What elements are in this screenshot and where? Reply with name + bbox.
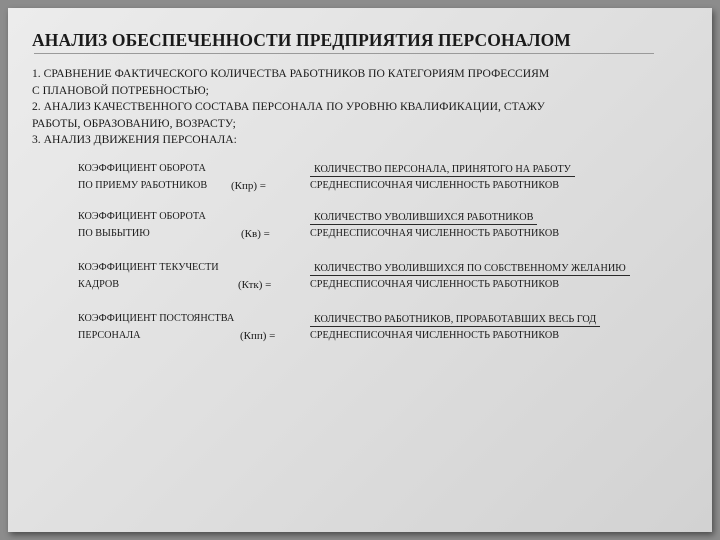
coefficient-symbol: (Кпп) =: [240, 330, 276, 342]
intro-line: 2. АНАЛИЗ КАЧЕСТВЕННОГО СОСТАВА ПЕРСОНАЛА ПО УРОВНЮ КВАЛИФИКАЦИИ, СТАЖУ: [32, 100, 545, 114]
coefficient-name-line1: КОЭФФИЦИЕНТ ОБОРОТА: [78, 211, 206, 222]
coefficient-symbol: (Кв) =: [241, 228, 270, 240]
coefficient-staff-constancy: [8, 313, 712, 349]
coefficient-name-line2: ПЕРСОНАЛА: [78, 330, 141, 341]
coefficient-staff-fluidity: [8, 262, 712, 298]
coefficient-name-line1: КОЭФФИЦИЕНТ ПОСТОЯНСТВА: [78, 313, 235, 324]
coefficient-name-line2: ПО ВЫБЫТИЮ: [78, 228, 150, 239]
coefficient-symbol: (Ктк) =: [238, 279, 272, 291]
formula-numerator: КОЛИЧЕСТВО ПЕРСОНАЛА, ПРИНЯТОГО НА РАБОТУ: [310, 163, 575, 177]
coefficient-name-line1: КОЭФФИЦИЕНТ ОБОРОТА: [78, 163, 206, 174]
intro-line: 3. АНАЛИЗ ДВИЖЕНИЯ ПЕРСОНАЛА:: [32, 133, 237, 147]
formula-numerator: КОЛИЧЕСТВО УВОЛИВШИХСЯ ПО СОБСТВЕННОМУ ЖЕЛАНИЮ: [310, 262, 630, 276]
coefficient-name-line2: ПО ПРИЕМУ РАБОТНИКОВ: [78, 180, 208, 191]
formula-numerator: КОЛИЧЕСТВО РАБОТНИКОВ, ПРОРАБОТАВШИХ ВЕСЬ ГОД: [310, 313, 600, 327]
coefficient-dismissal-turnover: [8, 211, 712, 247]
intro-line: С ПЛАНОВОЙ ПОТРЕБНОСТЬЮ;: [32, 83, 209, 97]
formula-numerator: КОЛИЧЕСТВО УВОЛИВШИХСЯ РАБОТНИКОВ: [310, 211, 537, 225]
title-divider: [34, 53, 654, 54]
coefficient-symbol: (Кпр) =: [231, 180, 267, 192]
formula-denominator: СРЕДНЕСПИСОЧНАЯ ЧИСЛЕННОСТЬ РАБОТНИКОВ: [310, 180, 560, 191]
coefficient-name-line1: КОЭФФИЦИЕНТ ТЕКУЧЕСТИ: [78, 262, 219, 273]
slide: [8, 8, 712, 532]
formula-denominator: СРЕДНЕСПИСОЧНАЯ ЧИСЛЕННОСТЬ РАБОТНИКОВ: [310, 279, 560, 290]
intro-line: РАБОТЫ, ОБРАЗОВАНИЮ, ВОЗРАСТУ;: [32, 116, 236, 130]
intro-line: 1. СРАВНЕНИЕ ФАКТИЧЕСКОГО КОЛИЧЕСТВА РАБОТНИКОВ ПО КАТЕГОРИЯМ ПРОФЕССИЯМ: [32, 67, 550, 80]
coefficient-hiring-turnover: [8, 163, 712, 199]
formula-denominator: СРЕДНЕСПИСОЧНАЯ ЧИСЛЕННОСТЬ РАБОТНИКОВ: [310, 228, 560, 239]
coefficient-name-line2: КАДРОВ: [78, 279, 120, 290]
formula-denominator: СРЕДНЕСПИСОЧНАЯ ЧИСЛЕННОСТЬ РАБОТНИКОВ: [310, 330, 560, 341]
intro-text: [32, 66, 702, 149]
slide-title: АНАЛИЗ ОБЕСПЕЧЕННОСТИ ПРЕДПРИЯТИЯ ПЕРСОНАЛОМ: [32, 30, 571, 50]
